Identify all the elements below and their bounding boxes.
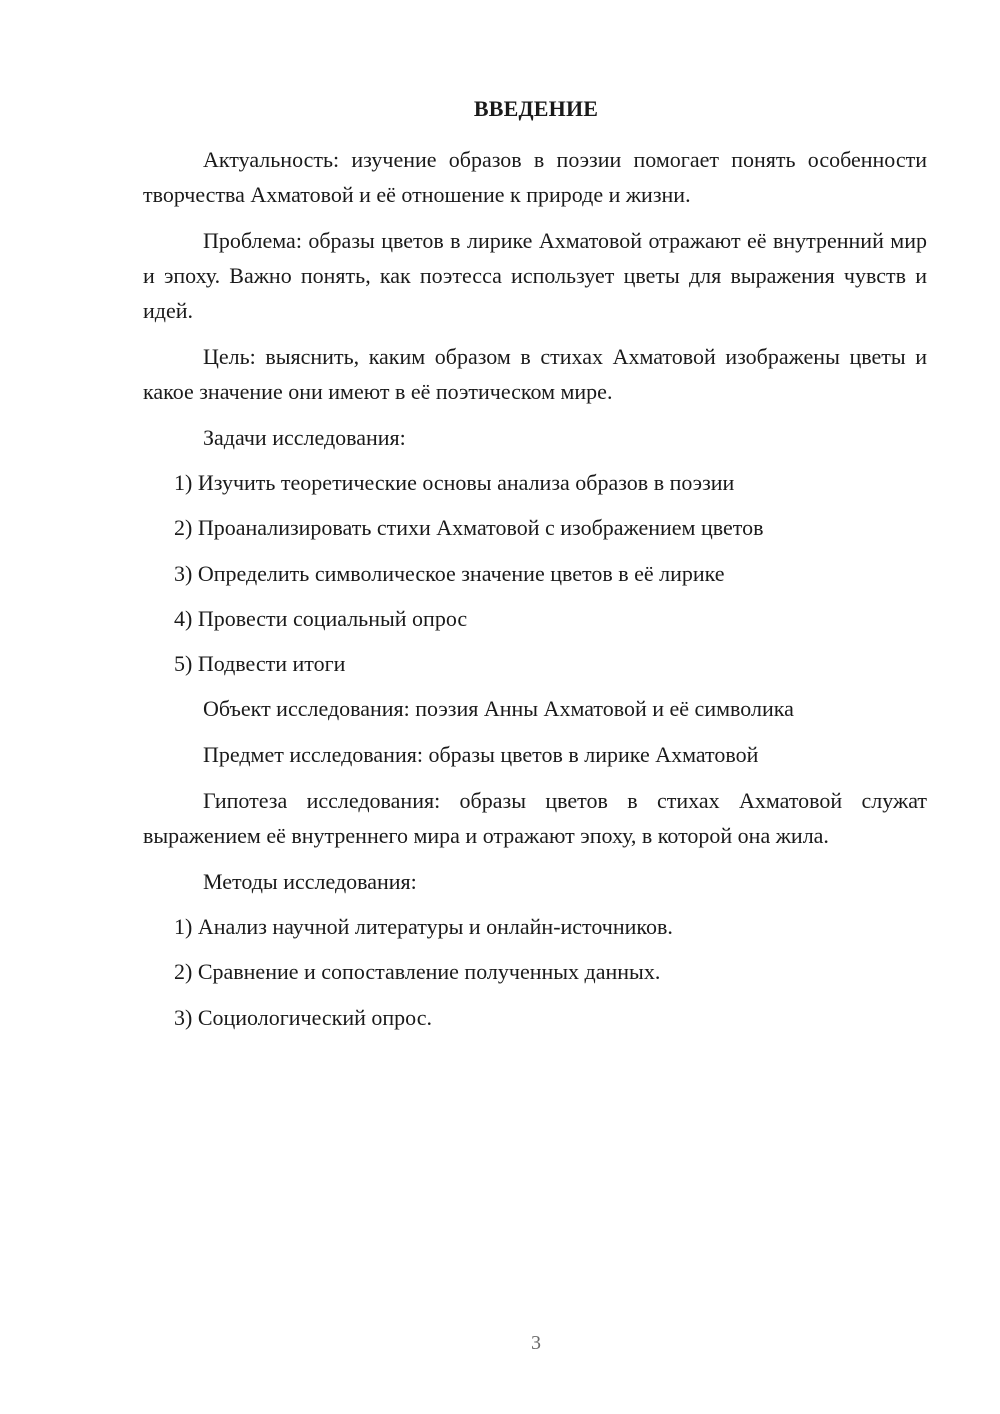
task-item-1: 1) Изучить теоретические основы анализа образов в поэзии	[174, 470, 735, 495]
method-item-1: 1) Анализ научной литературы и онлайн-источников.	[174, 914, 673, 939]
task-item-4: 4) Провести социальный опрос	[174, 606, 468, 631]
task-item-3: 3) Определить символическое значение цветов в её лирике	[174, 561, 725, 586]
task-item-2: 2) Проанализировать стихи Ахматовой с изображением цветов	[174, 515, 764, 540]
paragraph-goal: Цель: выяснить, каким образом в стихах Ахматовой изображены цветы и какое значение они имеют в её поэтическом мире.	[143, 344, 927, 404]
page-number: 3	[531, 1332, 541, 1354]
paragraph-problem: Проблема: образы цветов в лирике Ахматовой отражают её внутренний мир и эпоху. Важно понять, как поэтесса использует цветы для выражения чувств и идей.	[143, 228, 927, 323]
task-item-5: 5) Подвести итоги	[174, 651, 346, 676]
method-item-2: 2) Сравнение и сопоставление полученных данных.	[174, 959, 661, 984]
paragraph-subject: Предмет исследования: образы цветов в лирике Ахматовой	[203, 742, 759, 767]
tasks-heading: Задачи исследования:	[203, 425, 406, 450]
paragraph-hypothesis: Гипотеза исследования: образы цветов в стихах Ахматовой служат выражением её внутреннего мира и отражают эпоху, в которой она жила.	[143, 788, 927, 848]
method-item-3: 3) Социологический опрос.	[174, 1005, 432, 1030]
paragraph-relevance: Актуальность: изучение образов в поэзии помогает понять особенности творчества Ахматовой и её отношение к природе и жизни.	[143, 147, 927, 207]
methods-heading: Методы исследования:	[203, 869, 417, 894]
page-title: ВВЕДЕНИЕ	[473, 96, 599, 121]
paragraph-object: Объект исследования: поэзия Анны Ахматовой и её символика	[203, 696, 794, 721]
